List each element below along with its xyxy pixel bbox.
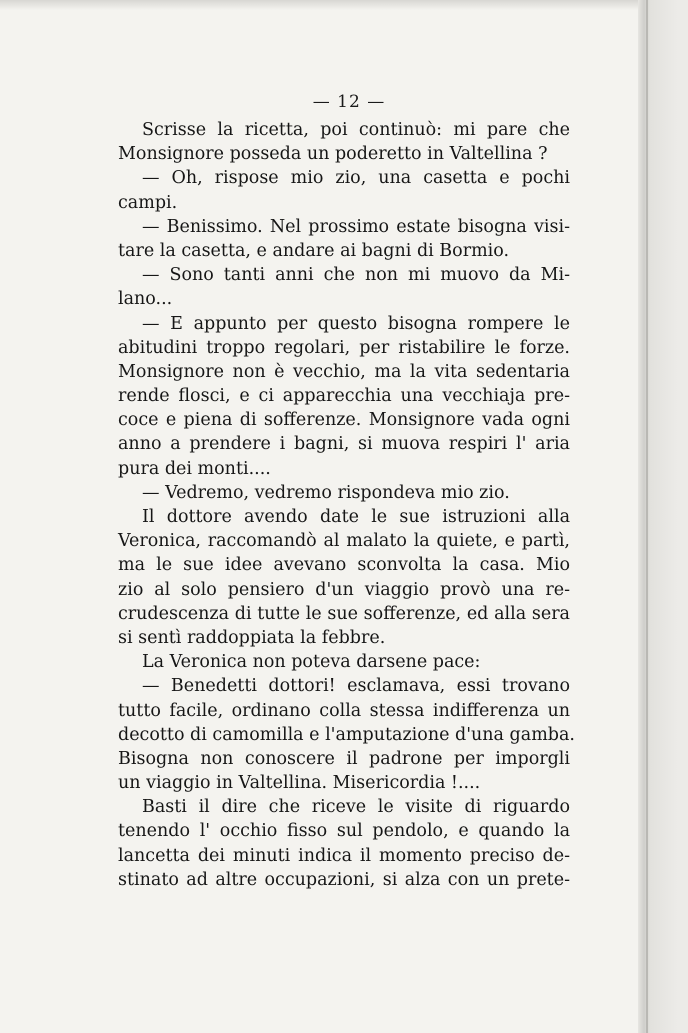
- text-line: zio al solo pensiero d'un viaggio provò una re-: [118, 579, 570, 600]
- page-top-edge: [0, 0, 688, 10]
- text-line: Il dottore avendo date le sue istruzioni alla: [142, 507, 570, 527]
- text-line: — Benissimo. Nel prossimo estate bisogna visi-: [142, 216, 570, 237]
- text-line: Scrisse la ricetta, poi continuò: mi pare che: [142, 120, 570, 140]
- page-fold-line: [646, 0, 648, 1033]
- text-line: — Benedetti dottori! esclamava, essi trovano: [142, 676, 570, 697]
- text-line: crudescenza di tutte le sue sofferenze, ed alla sera: [118, 603, 570, 624]
- text-line: Bisogna non conoscere il padrone per imporgli: [118, 748, 570, 769]
- text-line: un viaggio in Valtellina. Misericordia !....: [118, 773, 481, 794]
- text-line: coce e piena di sofferenze. Monsignore vada ogni: [118, 410, 570, 431]
- text-line: — Vedremo, vedremo rispondeva mio zio.: [142, 482, 510, 503]
- text-line: stinato ad altre occupazioni, si alza con un prete-: [118, 869, 570, 890]
- text-line: Basti il dire che riceve le visite di riguardo: [142, 797, 570, 818]
- text-line: decotto di camomilla e l'amputazione d'una gamba.: [118, 724, 575, 745]
- text-line: — Sono tanti anni che non mi muovo da Mi-: [142, 265, 570, 286]
- text-line: — Oh, rispose mio zio, una casetta e pochi: [142, 168, 570, 189]
- text-line: Monsignore non è vecchio, ma la vita sedentaria: [118, 361, 570, 382]
- text-line: tenendo l' occhio fisso sul pendolo, e quando la: [118, 821, 570, 842]
- text-line: La Veronica non poteva darsene pace:: [142, 652, 481, 673]
- text-line: campi.: [118, 192, 178, 213]
- text-line: Monsignore posseda un poderetto in Valtellina ?: [118, 144, 548, 165]
- page-number: — 12 —: [312, 92, 386, 112]
- text-line: lancetta dei minuti indica il momento preciso de-: [118, 845, 570, 866]
- text-line: — E appunto per questo bisogna rompere le: [142, 313, 570, 334]
- text-line: anno a prendere i bagni, si muova respiri l' aria: [118, 434, 570, 455]
- text-line: ma le sue idee avevano sconvolta la casa. Mio: [118, 555, 570, 576]
- text-line: Veronica, raccomandò al malato la quiete, e partì,: [118, 531, 570, 552]
- text-line: lano...: [118, 289, 173, 310]
- text-line: si sentì raddoppiata la febbre.: [118, 627, 386, 648]
- text-line: tare la casetta, e andare ai bagni di Bormio.: [118, 240, 510, 261]
- body-text: [118, 118, 575, 892]
- text-line: abitudini troppo regolari, per ristabilire le forze.: [118, 337, 570, 358]
- text-line: tutto facile, ordinano colla stessa indifferenza un: [118, 700, 570, 721]
- text-line: rende flosci, e ci apparecchia una vecchiaja pre-: [118, 386, 570, 407]
- text-line: pura dei monti....: [118, 458, 271, 479]
